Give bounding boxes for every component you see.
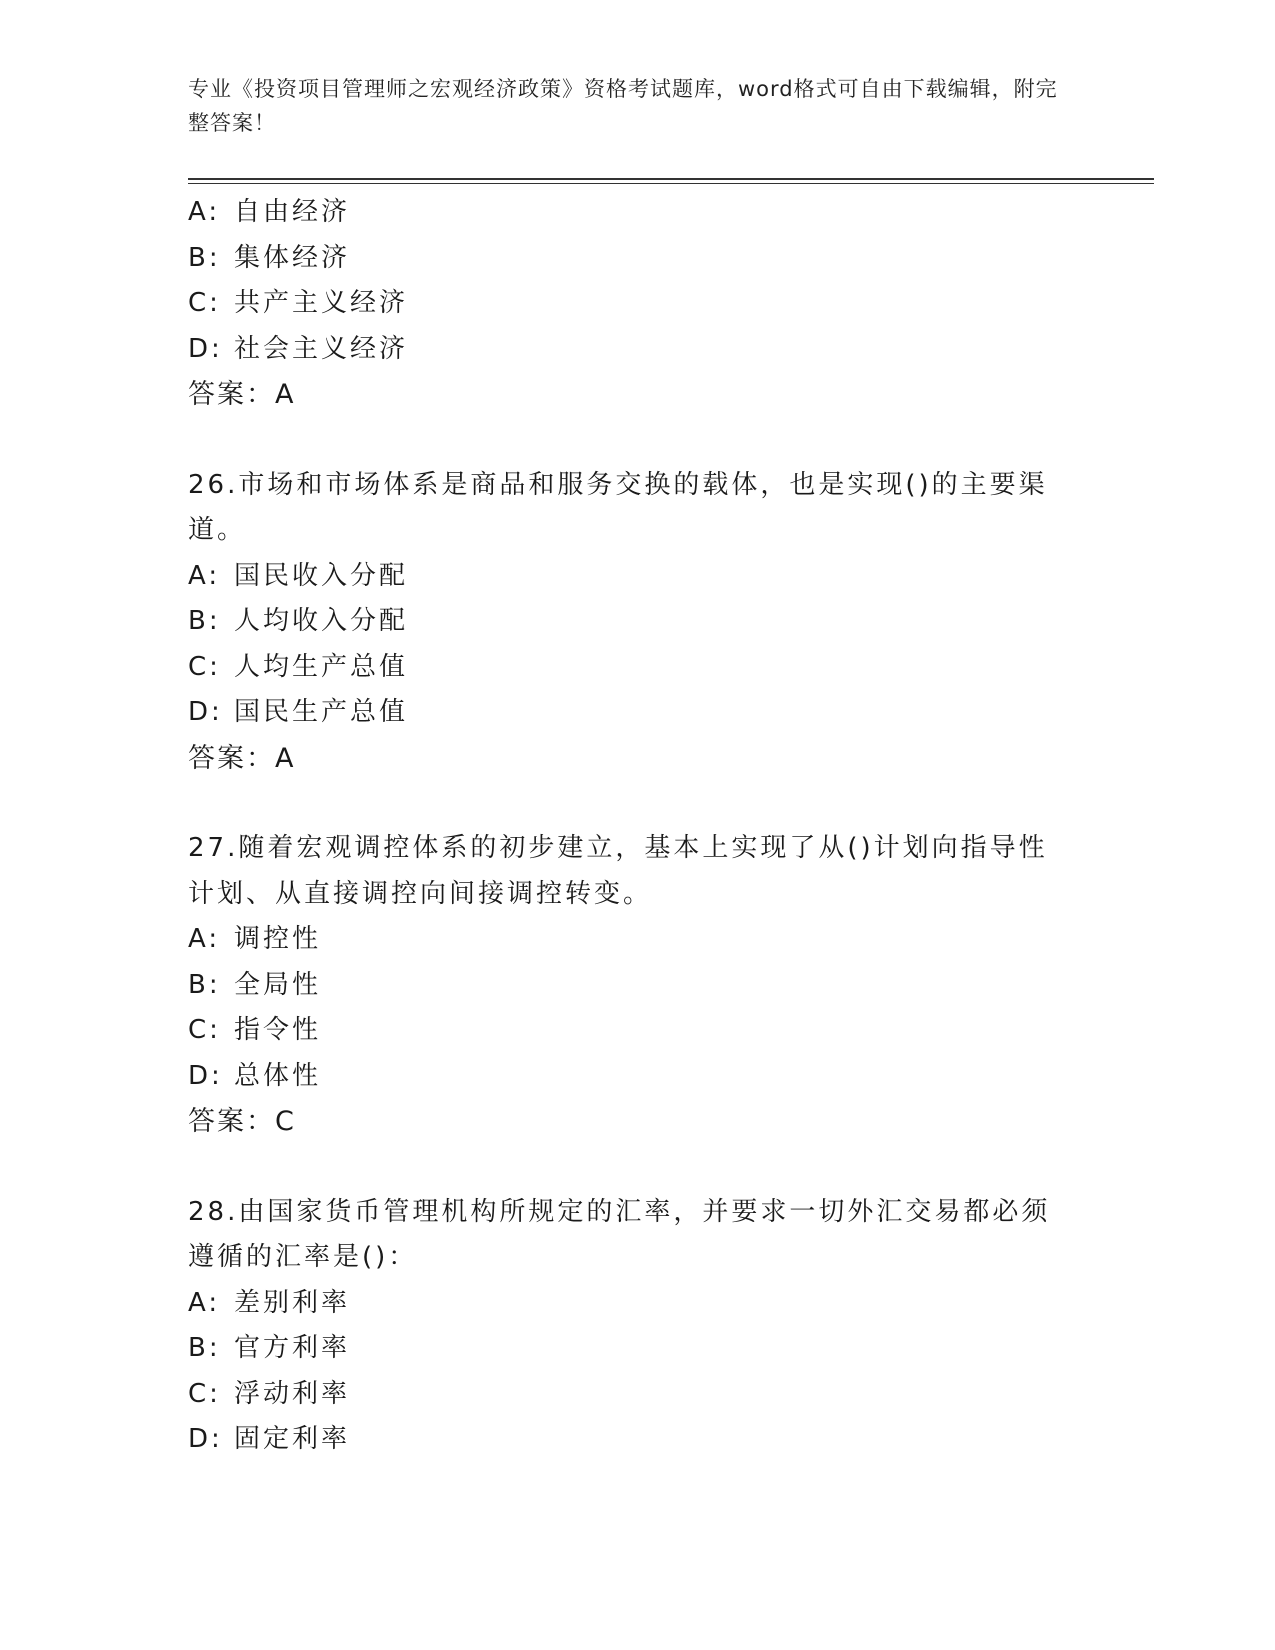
question-27 [188, 826, 1088, 1145]
option-a: A: 调控性 [188, 924, 322, 954]
question-25-continued [188, 190, 1088, 418]
header-rule-thin [188, 183, 1154, 184]
option-c: C: 共产主义经济 [188, 288, 409, 318]
option-b: B: 人均收入分配 [188, 606, 409, 636]
document-header: 专业《投资项目管理师之宏观经济政策》资格考试题库，word格式可自由下载编辑，附完整答案！ [188, 77, 1058, 135]
question-stem: 28.由国家货币管理机构所规定的汇率，并要求一切外汇交易都必须遵循的汇率是()： [188, 1196, 1051, 1272]
option-d: D: 固定利率 [188, 1424, 351, 1454]
answer-line: 答案：A [188, 379, 296, 410]
option-c: C: 指令性 [188, 1015, 322, 1045]
answer-line: 答案：C [188, 1106, 296, 1137]
option-a: A: 自由经济 [188, 197, 351, 227]
option-d: D: 社会主义经济 [188, 333, 409, 364]
option-d: D: 国民生产总值 [188, 697, 409, 727]
option-b: B: 集体经济 [188, 242, 351, 273]
question-28 [188, 1190, 1088, 1463]
option-a: A: 差别利率 [188, 1287, 351, 1318]
option-b: B: 官方利率 [188, 1333, 351, 1363]
answer-line: 答案：A [188, 742, 296, 774]
option-c: C: 人均生产总值 [188, 651, 409, 682]
option-b: B: 全局性 [188, 969, 322, 1000]
option-d: D: 总体性 [188, 1060, 322, 1091]
question-stem: 27.随着宏观调控体系的初步建立，基本上实现了从()计划向指导性计划、从直接调控向间接调控转变。 [188, 833, 1048, 909]
question-26 [188, 463, 1088, 782]
option-c: C: 浮动利率 [188, 1378, 351, 1409]
option-a: A: 国民收入分配 [188, 560, 409, 591]
header-rule-thick [188, 178, 1154, 180]
question-stem: 26.市场和市场体系是商品和服务交换的载体，也是实现()的主要渠道。 [188, 469, 1048, 545]
question-list [188, 190, 1088, 1463]
